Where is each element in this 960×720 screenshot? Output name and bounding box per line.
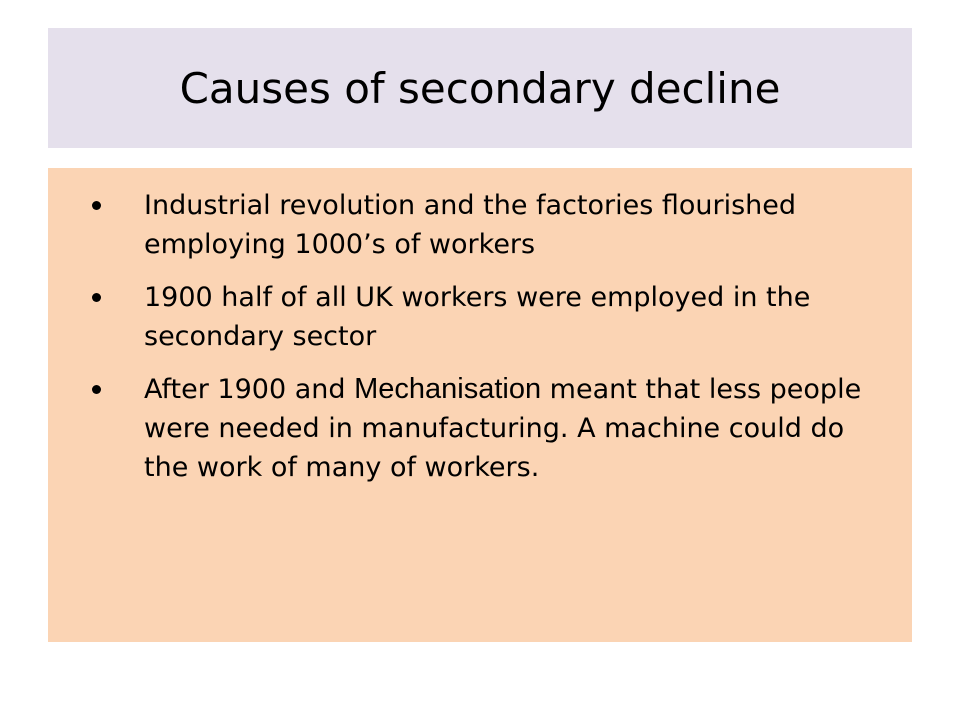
bullet-text-after: meant that less people were needed in manufacturing. A machine could do the work of many of workers.	[144, 374, 862, 483]
title-banner	[48, 28, 912, 148]
content-panel	[48, 168, 912, 642]
bullet-text-before: After 1900 and	[144, 374, 355, 405]
bullet-item-industrial-revolution	[92, 186, 882, 264]
bullet-item-uk-workers-1900	[92, 278, 882, 356]
bullet-dot-icon	[92, 201, 101, 210]
slide-title: Causes of secondary decline	[179, 63, 781, 113]
bullet-dot-icon	[92, 385, 101, 394]
bullet-text: Industrial revolution and the factories flourished employing 1000’s of workers	[144, 190, 797, 260]
bullet-list	[92, 186, 882, 487]
bullet-dot-icon	[92, 293, 101, 302]
bullet-emphasis: Mechanisation	[354, 373, 542, 405]
bullet-item-mechanisation	[92, 370, 882, 487]
bullet-text: 1900 half of all UK workers were employed in the secondary sector	[144, 282, 811, 352]
